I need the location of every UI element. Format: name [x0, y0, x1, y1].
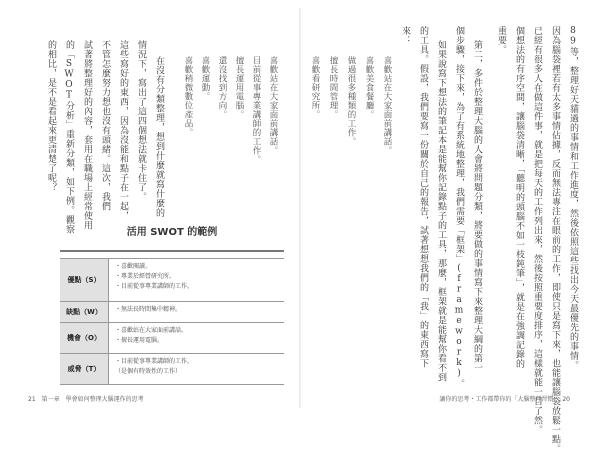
left-list-item-4: 還沒找到方向。 — [217, 56, 227, 119]
footer-left: 21 第一章 學會如何整理大腦運作的思考 — [28, 396, 144, 403]
swot-item: ・專業於經營研究所。 — [115, 273, 176, 280]
left-list-item-1: 喜歡站在大家面前講話。 — [268, 56, 278, 155]
page-gutter — [299, 8, 301, 408]
swot-item: ・喜歡站在大家面前講話。 — [115, 327, 188, 334]
right-paragraph-1-line-4: 個想法的有序空間，讓腦袋清晰，「聽明的頭腦不如一枝鈍筆」，就是在強調記錄的 — [514, 26, 524, 369]
right-paragraph-2-line-3: 如果說寫下想法的筆記本是能幫你記錄點子的工具，那麼，框架就是能幫你看不到 — [436, 40, 446, 382]
swot-label-weaknesses: 缺點（W） — [60, 302, 109, 322]
right-paragraph-1-line-3: 已經有很多人在做這件事，就是把每天的工作列出來，然後按照重要度排序，這樣就能一目了然。 — [532, 26, 542, 435]
swot-label-opportunities: 機會（O） — [60, 323, 109, 353]
swot-row-strengths — [60, 258, 284, 302]
right-paragraph-2-line-5: 來： — [400, 26, 410, 45]
swot-table-title: 活用 SWOT 的範例 — [126, 227, 218, 238]
left-list-item-2: 目前從事專業講師的工作。 — [251, 56, 261, 164]
left-paragraph-line-6: 的「SWOT分析」重新分類，如下例。觀察 — [64, 40, 74, 234]
swot-item: （是個有時效性的工作） — [115, 368, 182, 375]
swot-body-strengths — [109, 259, 284, 301]
left-list-item-3: 擅長運用電腦。 — [234, 56, 244, 119]
swot-body-opportunities — [109, 323, 284, 353]
right-paragraph-1-line-1: 89等，整理好天貓過的事情和工作進度，然後依照這些找出今天最優先的事情。 — [568, 26, 578, 370]
swot-table — [60, 258, 284, 385]
left-paragraph-line-5: 試著將整理好的內容，套用在職場上經常使用 — [82, 40, 92, 230]
left-paragraph-line-1: 在沒有分類整理，想到什麼就寫什麼的 — [154, 56, 164, 218]
swot-item: ・目前從事專業講師的工作。 — [115, 283, 194, 290]
swot-label-threats: 威脅（T） — [60, 354, 109, 384]
swot-row-opportunities — [60, 323, 284, 354]
swot-row-weaknesses — [60, 302, 284, 323]
swot-row-threats — [60, 354, 284, 385]
left-paragraph-line-2: 情況下，寫出了這四個想法就卡住了。 — [136, 40, 146, 202]
swot-table-title-rule — [60, 250, 284, 252]
left-paragraph-line-4: 不管怎麼努力想也沒有頭緒。這次，我們 — [100, 40, 110, 211]
right-paragraph-1-line-2: 因為腦袋裡若有太多事情佔據，反而無法專注在眼前的工作，即使只是寫下來，也能讓腦袋放鬆一點。 — [550, 26, 560, 454]
swot-item: ・目前從事專業講師的工作， — [115, 358, 194, 365]
left-paragraph-line-7: 的相比，是不是看起來更清楚了呢？ — [46, 40, 56, 192]
right-paragraph-2-line-4: 的工具。假設，我們要寫一份關於自己的報告，試著想想我們的「我」的東西寫下 — [418, 26, 428, 368]
right-list-item-2: 喜歡美食餐廳。 — [364, 56, 374, 119]
swot-item: ・無法長時間集中精神。 — [115, 306, 182, 313]
left-list-item-6: 喜歡稍微數位產品。 — [183, 56, 193, 137]
right-list-item-4: 擅長時間管理。 — [328, 56, 338, 119]
right-list-item-1: 喜歡站在大家面前講話。 — [382, 56, 392, 155]
right-paragraph-2-line-2: 個步驟，接下來，為了有系統地整理，我們需要「框架」(framework)。 — [454, 26, 464, 389]
right-paragraph-2-line-1: 第二，多件於整理大腦的人會將問題分類，將要做的事情寫下來整理大綱的第一 — [472, 40, 482, 373]
swot-item: ・擅長運用電腦。 — [115, 337, 164, 344]
swot-label-strengths: 優點（S） — [60, 259, 109, 301]
right-list-item-5: 喜歡看研究所。 — [310, 56, 320, 119]
footer-right: 讓你的思考・工作都帶你的「大腦整理習慣」 20 — [439, 396, 570, 403]
swot-body-weaknesses — [109, 302, 284, 322]
left-paragraph-line-3: 這些寫好的東西，因為沒能和點子在一起， — [118, 40, 128, 221]
swot-body-threats — [109, 354, 284, 384]
swot-item: ・喜歡閱讀。 — [115, 263, 152, 270]
right-paragraph-1-line-5: 重要。 — [496, 26, 506, 55]
right-list-item-3: 做過很多種類的工作。 — [346, 56, 356, 146]
left-list-item-5: 喜歡運動。 — [200, 56, 210, 101]
